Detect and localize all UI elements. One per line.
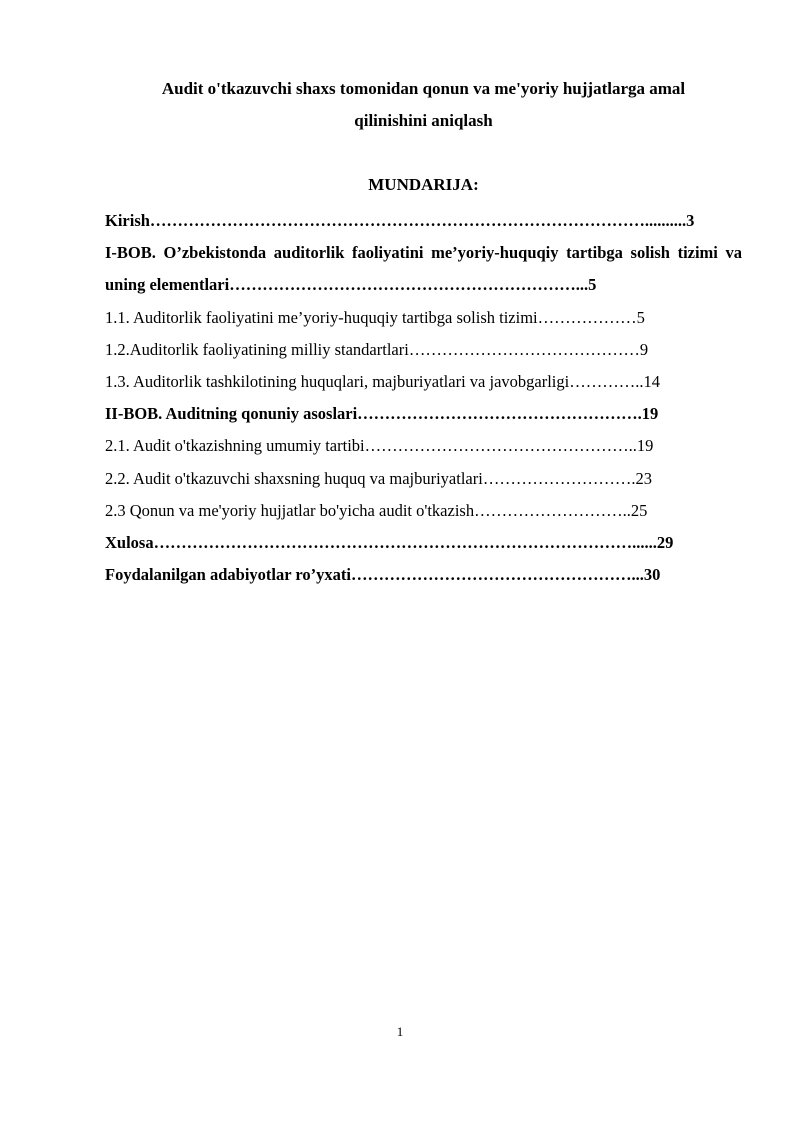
toc-entry-section-1-1: 1.1. Auditorlik faoliyatini me’yoriy-huquqiy tartibga solish tizimi………………5 <box>105 307 645 327</box>
document-title-line-1: Audit o'tkazuvchi shaxs tomonidan qonun va me'yoriy hujjatlarga amal <box>161 79 686 98</box>
toc-entry-chapter-2: II-BOB. Auditning qonuniy asoslari…………………………………………….19 <box>105 404 659 424</box>
toc-entry-chapter-1: I-BOB. O’zbekistonda auditorlik faoliyatini me’yoriy-huquqiy tartibga solish tizimi va uning elementlari………………………………………………………...5 <box>105 243 742 295</box>
toc-entry-section-1-2: 1.2.Auditorlik faoliyatining milliy standartlari……………………………………9 <box>105 339 649 359</box>
toc-entry-section-2-3: 2.3 Qonun va me'yoriy hujjatlar bo'yicha audit o'tkazish………………………..25 <box>105 500 648 520</box>
page-number: 1 <box>396 1024 404 1039</box>
toc-entry-bibliography: Foydalanilgan adabiyotlar ro’yxati……………………………………………...30 <box>105 565 661 585</box>
document-title <box>105 73 742 137</box>
toc-entry-xulosa: Xulosa……………………………………………………………………………......29 <box>105 533 674 553</box>
toc-entry-section-2-2: 2.2. Audit o'tkazuvchi shaxsning huquq va majburiyatlari……………………….23 <box>105 468 652 488</box>
toc-entry-kirish: Kirish………………………………………………………………………………..........3 <box>105 211 695 230</box>
toc-entry-section-2-1: 2.1. Audit o'tkazishning umumiy tartibi…………………………………………..19 <box>105 436 654 456</box>
document-title-line-2: qilinishini aniqlash <box>354 111 493 130</box>
toc-heading: MUNDARIJA: <box>368 175 479 194</box>
table-of-contents <box>105 205 742 591</box>
toc-entry-section-1-3: 1.3. Auditorlik tashkilotining huquqlari, majburiyatlari va javobgarligi…………..14 <box>105 372 660 392</box>
